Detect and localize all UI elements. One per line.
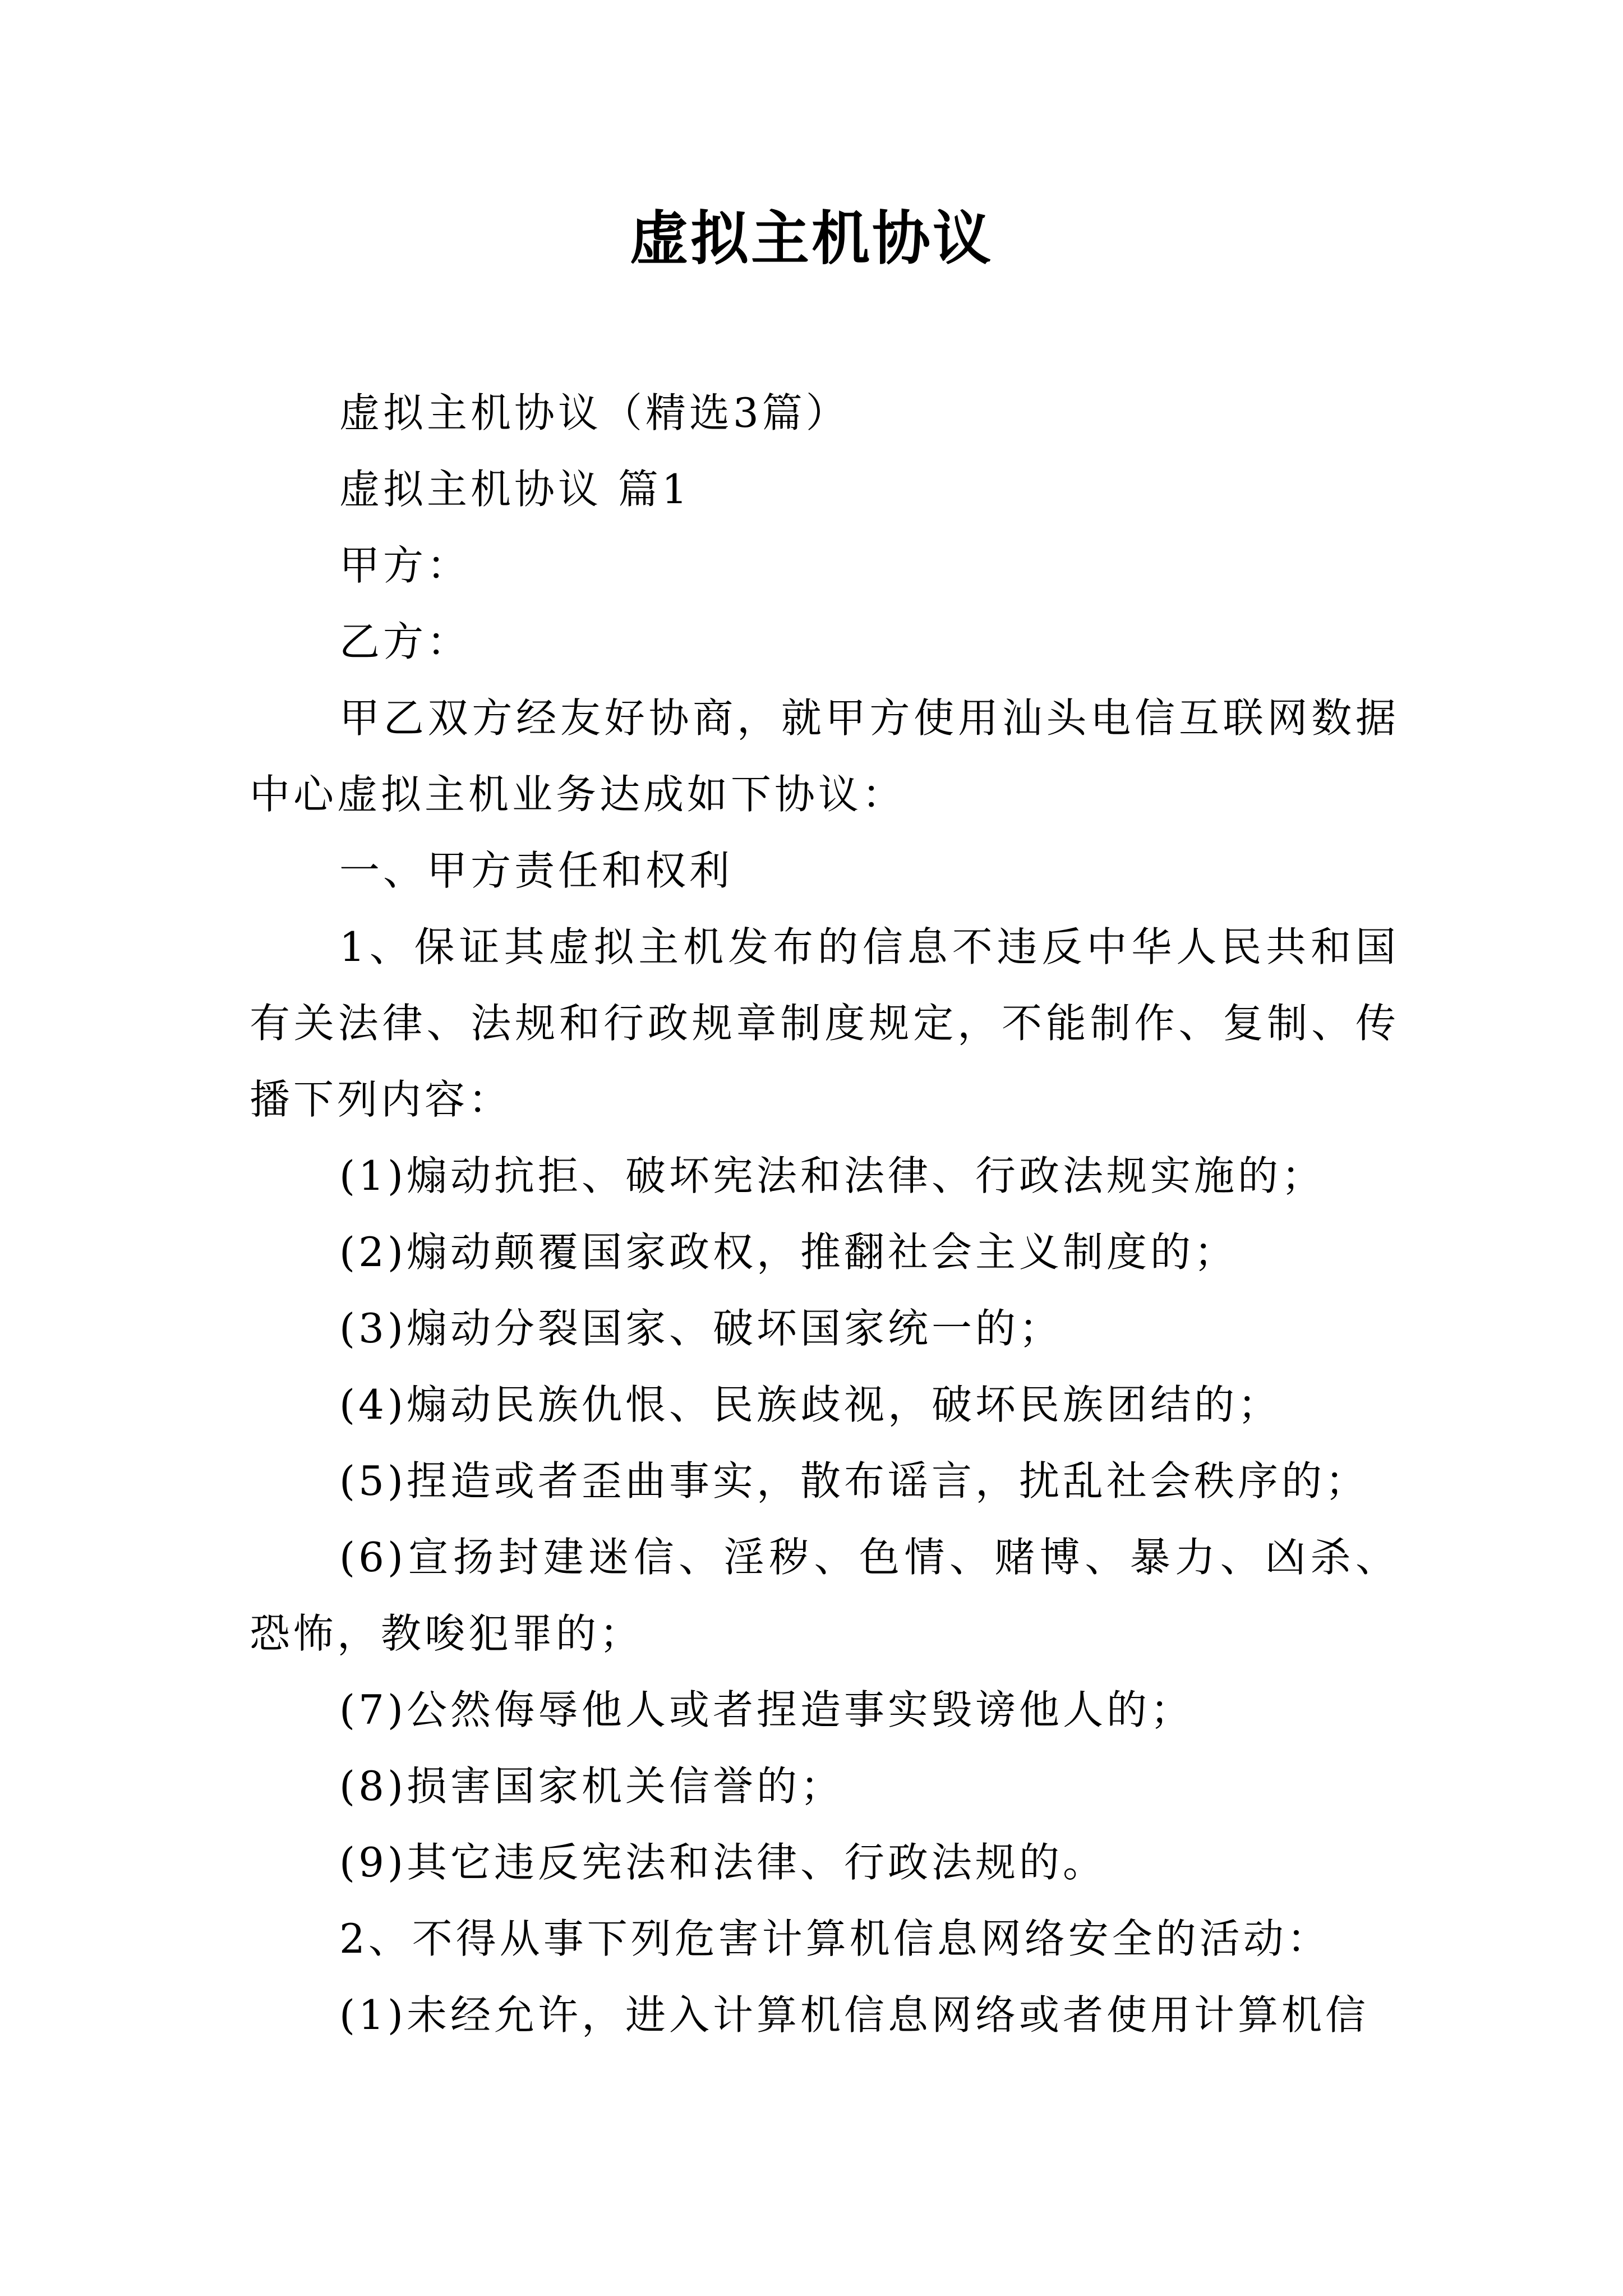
paragraph-clause-2-item-1: (1)未经允许，进入计算机信息网络或者使用计算机信 (339, 1991, 1369, 2039)
paragraph-clause-2: 2、不得从事下列危害计算机信息网络安全的活动： (339, 1915, 1331, 1962)
paragraph-item-6: (6)宣扬封建迷信、淫秽、色情、赌博、暴力、凶杀、恐怖，教唆犯罪的； (250, 1534, 1399, 1657)
paragraph-item-3: (3)煽动分裂国家、破坏国家统一的； (339, 1305, 1063, 1352)
document-title: 虚拟主机协议 (629, 204, 993, 273)
paragraph-intro: 甲乙双方经友好协商，就甲方使用汕头电信互联网数据中心虚拟主机业务达成如下协议： (250, 694, 1399, 818)
paragraph-heading-rights: 一、甲方责任和权利 (339, 847, 734, 894)
paragraph-item-2: (2)煽动颠覆国家政权，推翻社会主义制度的； (339, 1228, 1238, 1276)
paragraph-item-5: (5)捏造或者歪曲事实，散布谣言，扰乱社会秩序的； (339, 1457, 1369, 1504)
paragraph-item-1: (1)煽动抗拒、破坏宪法和法律、行政法规实施的； (339, 1152, 1325, 1199)
document-body (250, 375, 1399, 2053)
paragraph-party-a: 甲方： (339, 542, 471, 589)
paragraph-item-4: (4)煽动民族仇恨、民族歧视，破坏民族团结的； (339, 1381, 1281, 1428)
paragraph-subtitle: 虚拟主机协议（精选3篇） (339, 389, 850, 436)
paragraph-party-b: 乙方： (339, 618, 471, 665)
paragraph-item-9: (9)其它违反宪法和法律、行政法规的。 (339, 1839, 1106, 1886)
paragraph-item-8: (8)损害国家机关信誉的； (339, 1763, 844, 1810)
paragraph-item-7: (7)公然侮辱他人或者捏造事实毁谤他人的； (339, 1686, 1194, 1733)
paragraph-clause-1: 1、保证其虚拟主机发布的信息不违反中华人民共和国有关法律、法规和行政规章制度规定，不能制作、复制、传播下列内容： (250, 923, 1399, 1123)
paragraph-section-heading: 虚拟主机协议 篇1 (339, 466, 691, 513)
